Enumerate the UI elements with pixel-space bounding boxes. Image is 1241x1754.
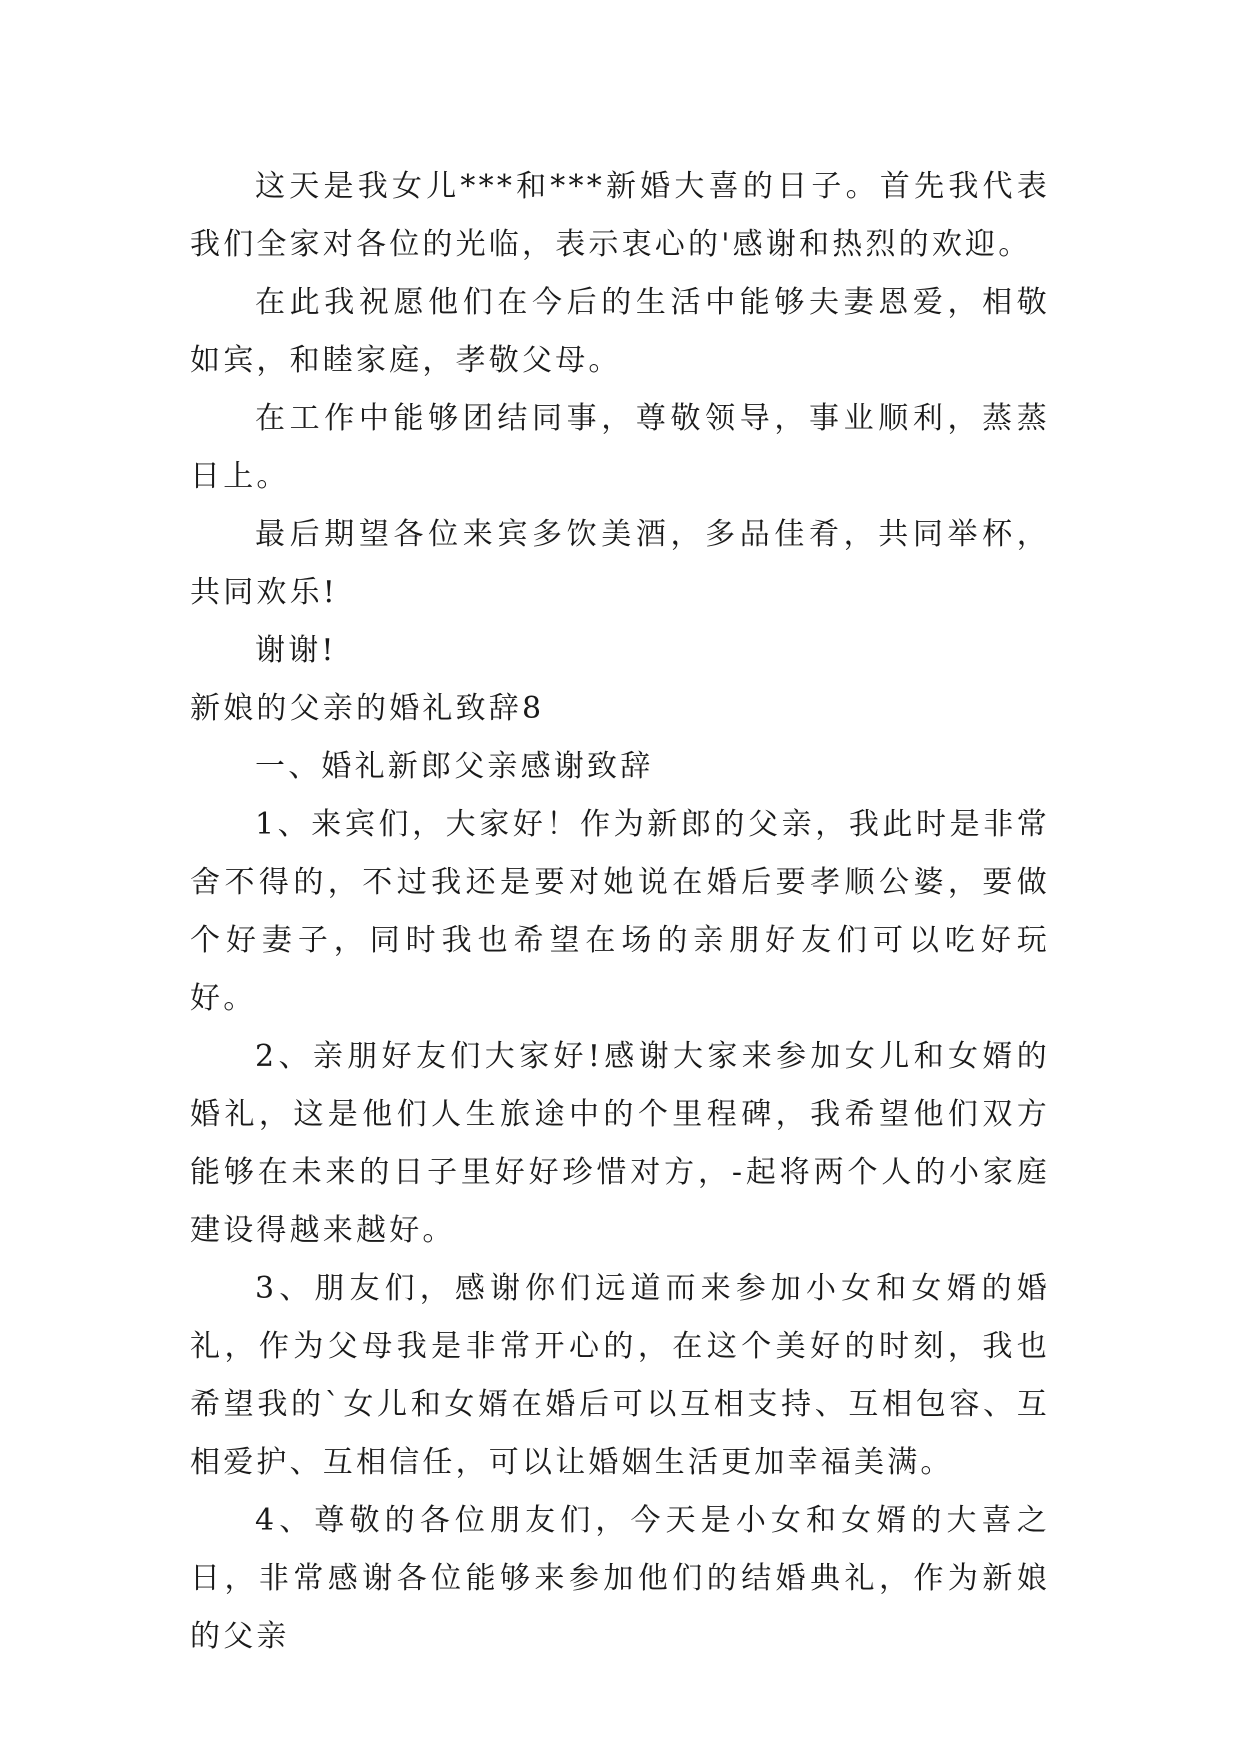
- paragraph-item-1: 1、来宾们，大家好！作为新郎的父亲，我此时是非常舍不得的，不过我还是要对她说在婚后要孝顺公婆，要做个好妻子，同时我也希望在场的亲朋好友们可以吃好玩好。: [190, 807, 1050, 1016]
- paragraph-thanks: 谢谢!: [255, 633, 337, 668]
- paragraph-toast: 最后期望各位来宾多饮美酒，多品佳肴，共同举杯，共同欢乐!: [190, 517, 1050, 610]
- paragraph-welcome: 这天是我女儿***和***新婚大喜的日子。首先我代表我们全家对各位的光临，表示衷心的'感谢和热烈的欢迎。: [190, 169, 1050, 262]
- paragraph-blessing: 在此我祝愿他们在今后的生活中能够夫妻恩爱，相敬如宾，和睦家庭，孝敬父母。: [190, 285, 1050, 378]
- paragraph-item-4: 4、尊敬的各位朋友们，今天是小女和女婿的大喜之日，非常感谢各位能够来参加他们的结婚典礼，作为新娘的父亲: [190, 1503, 1050, 1654]
- subsection-title: 一、婚礼新郎父亲感谢致辞: [255, 749, 654, 784]
- paragraph-work-wishes: 在工作中能够团结同事，尊敬领导，事业顺利，蒸蒸日上。: [190, 401, 1050, 494]
- paragraph-item-2: 2、亲朋好友们大家好!感谢大家来参加女儿和女婿的婚礼，这是他们人生旅途中的个里程碑，我希望他们双方能够在未来的日子里好好珍惜对方，-起将两个人的小家庭建设得越来越好。: [190, 1039, 1050, 1248]
- document-body: [190, 158, 1050, 1666]
- section-title: 新娘的父亲的婚礼致辞8: [190, 691, 545, 726]
- paragraph-item-3: 3、朋友们，感谢你们远道而来参加小女和女婿的婚礼，作为父母我是非常开心的，在这个美好的时刻，我也希望我的`女儿和女婿在婚后可以互相支持、互相包容、互相爱护、互相信任，可以让婚姻生活更加幸福美满。: [190, 1271, 1050, 1480]
